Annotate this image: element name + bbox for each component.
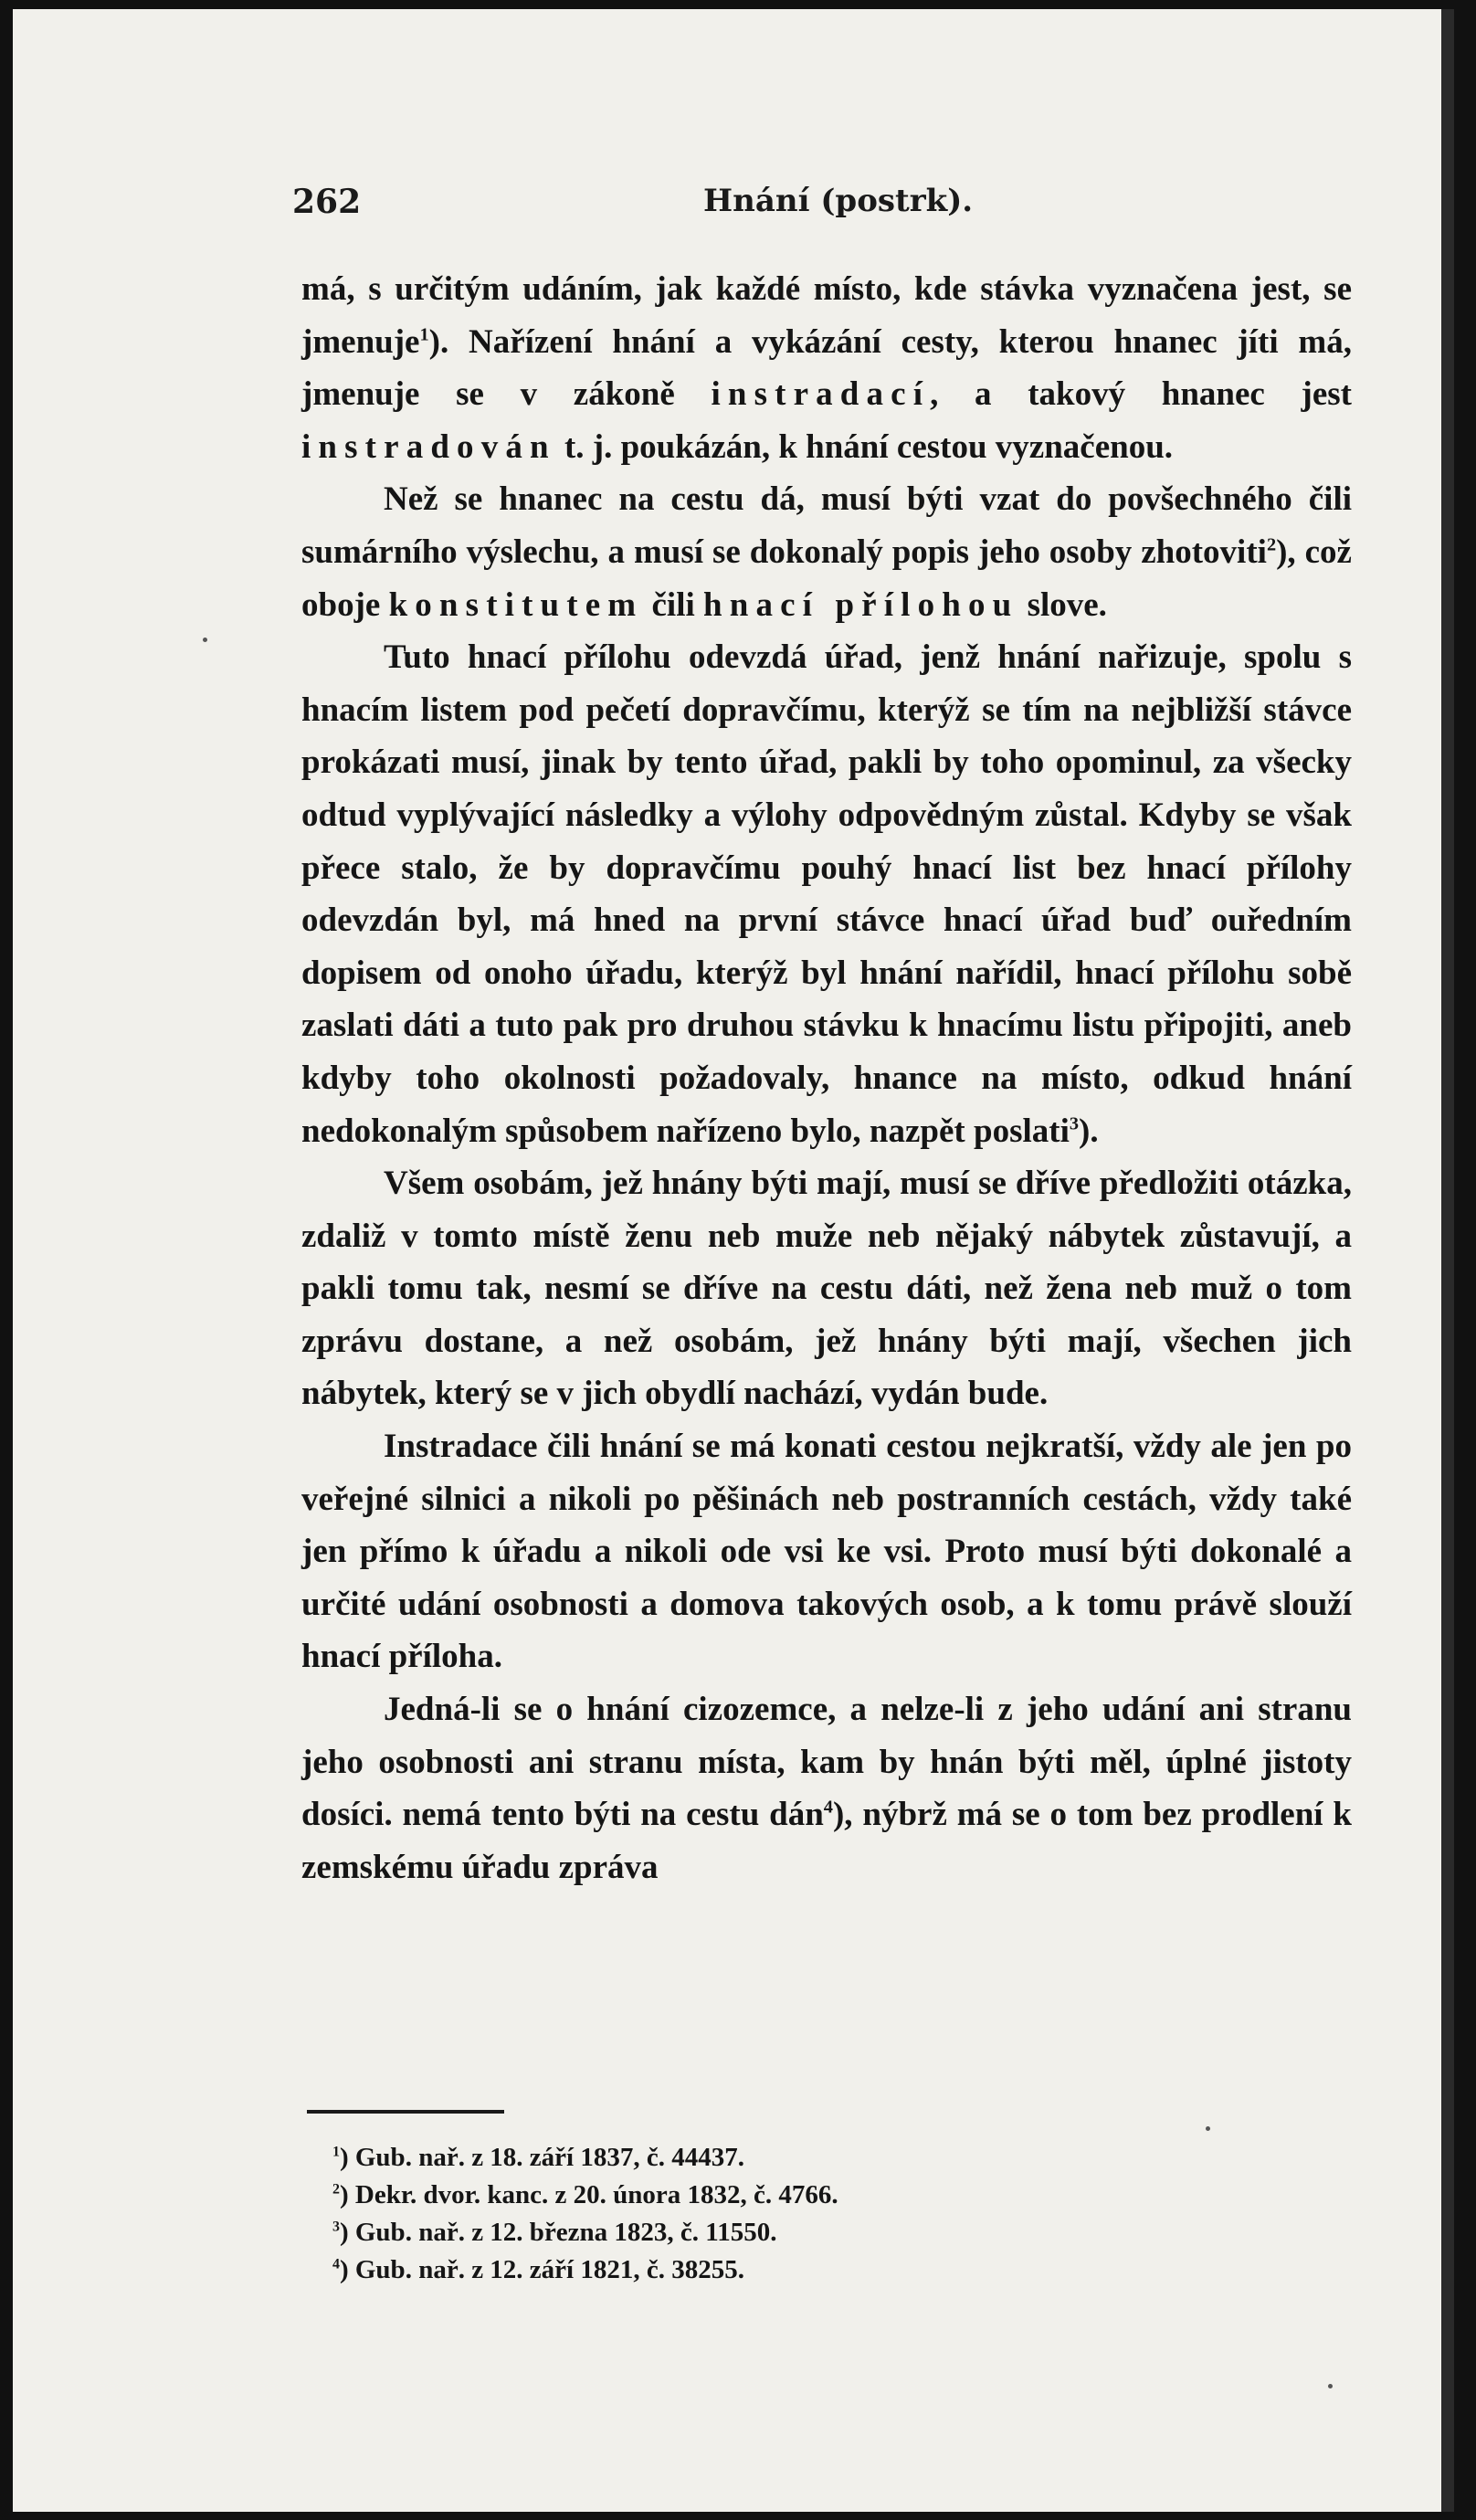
text-run: ). [1079,1112,1099,1150]
footnotes [332,2139,1154,2289]
footnote-mark: 4 [332,2256,340,2272]
paragraph-3 [301,631,1352,1157]
spaced-term: instradací [711,375,931,414]
footnote-mark: 1 [332,2144,340,2160]
footnote-ref: 4 [823,1797,833,1818]
text-run: Všem osobám, jež hnány býti mají, musí se dříve předložiti otázka, zdaliž v tomto místě ženu neb muže neb nějaký nábytek zůstavují, a pakli tomu tak, nesmí se dříve na cestu dáti, než žena neb muž o tom zprávu dostane, a než osobám, jež hnány býti mají, všechen jich nábytek, který se v jich obydlí nachází, vydán bude. [301,1165,1352,1413]
text-run: t. j. poukázán, k hnání cestou vyznačenou. [555,427,1174,466]
footnote-mark: 3 [332,2219,340,2235]
footnote [332,2214,1154,2251]
footnote-text: ) Dekr. dvor. kanc. z 20. února 1832, č. 4766. [339,2180,838,2209]
text-run: Než se hnanec na cestu dá, musí býti vzat do povšechného čili sumárního výslechu, a musí se dokonalý popis jeho osoby zhotoviti [301,480,1352,571]
footnote-ref: 3 [1069,1113,1080,1134]
text-run: Instradace čili hnání se má konati cestou nejkratší, vždy ale jen po veřejné silnici a nikoli po pěšinách neb postranních cestách, vždy také jen přímo k úřadu a nikoli ode vsi ke vsi. Proto musí býti dokonalé a určité udání osobnosti a domova takových osob, a k tomu právě slouží hnací příloha. [301,1428,1352,1676]
paragraph-2 [301,473,1352,631]
spaced-term: instradován [301,427,556,466]
spaced-term: konstitutem [388,585,644,624]
scan-speck [1328,2384,1333,2388]
footnote-ref: 2 [1266,534,1277,555]
spaced-term: hnací přílohou [703,585,1019,624]
footnote [332,2177,1154,2214]
text-run: slove. [1018,585,1107,624]
text-run: ), nýbrž má se o tom bez prodlení k zemskému úřadu zpráva [301,1796,1353,1886]
page-header [292,183,974,237]
text-run: čili [643,585,704,624]
footnote-text: ) Gub. nař. z 12. března 1823, č. 11550. [339,2218,777,2247]
book-page [13,9,1454,2512]
paragraph-5 [301,1420,1352,1683]
footnote-text: ) Gub. nař. z 12. září 1821, č. 38255. [339,2255,744,2284]
footnote [332,2251,1154,2289]
footnote-text: ) Gub. nař. z 18. září 1837, č. 44437. [339,2143,744,2172]
footnote-ref: 1 [419,324,429,345]
scan-speck [203,638,207,642]
text-run: ). Nařízení hnání a vykázání cesty, kterou hnanec jíti má, jmenuje se v zákoně [301,322,1352,414]
text-run: Tuto hnací přílohu odevzdá úřad, jenž hnání nařizuje, spolu s hnacím listem pod pečetí dopravčímu, kterýž se tím na nejbližší stávce prokázati musí, jinak by tento úřad, pakli by toho opominul, za všecky odtud vyplývající následky a výlohy odpovědným zůstal. Kdyby se však přece stalo, že by dopravčímu pouhý hnací list bez hnací přílohy odevzdán byl, má hned na první stávce hnací úřad buď ouředním dopisem od onoho úřadu, kterýž byl hnání nařídil, hnací přílohu sobě zaslati dáti a tuto pak pro druhou stávku k hnacímu listu připojiti, aneb kdyby toho okolnosti požadovaly, hnance na místo, odkud hnání nedokonalým spůsobem nařízeno bylo, nazpět poslati [301,638,1352,1150]
paragraph-6 [301,1683,1352,1893]
text-run: , a takový hnanec jest [930,375,1352,414]
footnote [332,2139,1154,2177]
page-number: 262 [292,183,362,221]
footnote-divider [307,2110,504,2114]
text-run: má, s určitým udáním, jak každé místo, kde stávka vyznačena jest, se jmenuje [301,270,1352,361]
page-edge [1441,9,1449,2512]
scan-speck [1206,2126,1210,2131]
running-title: Hnání (postrk). [703,183,974,219]
main-text [301,263,1352,1893]
footnote-mark: 2 [332,2181,340,2198]
text-run: Jedná-li se o hnání cizozemce, a nelze-li z jeho udání ani stranu jeho osobnosti ani stranu místa, kam by hnán býti měl, úplné jistoty dosíci. nemá tento býti na cestu dán [301,1691,1352,1834]
paragraph-4 [301,1157,1352,1420]
text-run: ), což oboje [301,532,1352,624]
paragraph-1 [301,263,1352,473]
